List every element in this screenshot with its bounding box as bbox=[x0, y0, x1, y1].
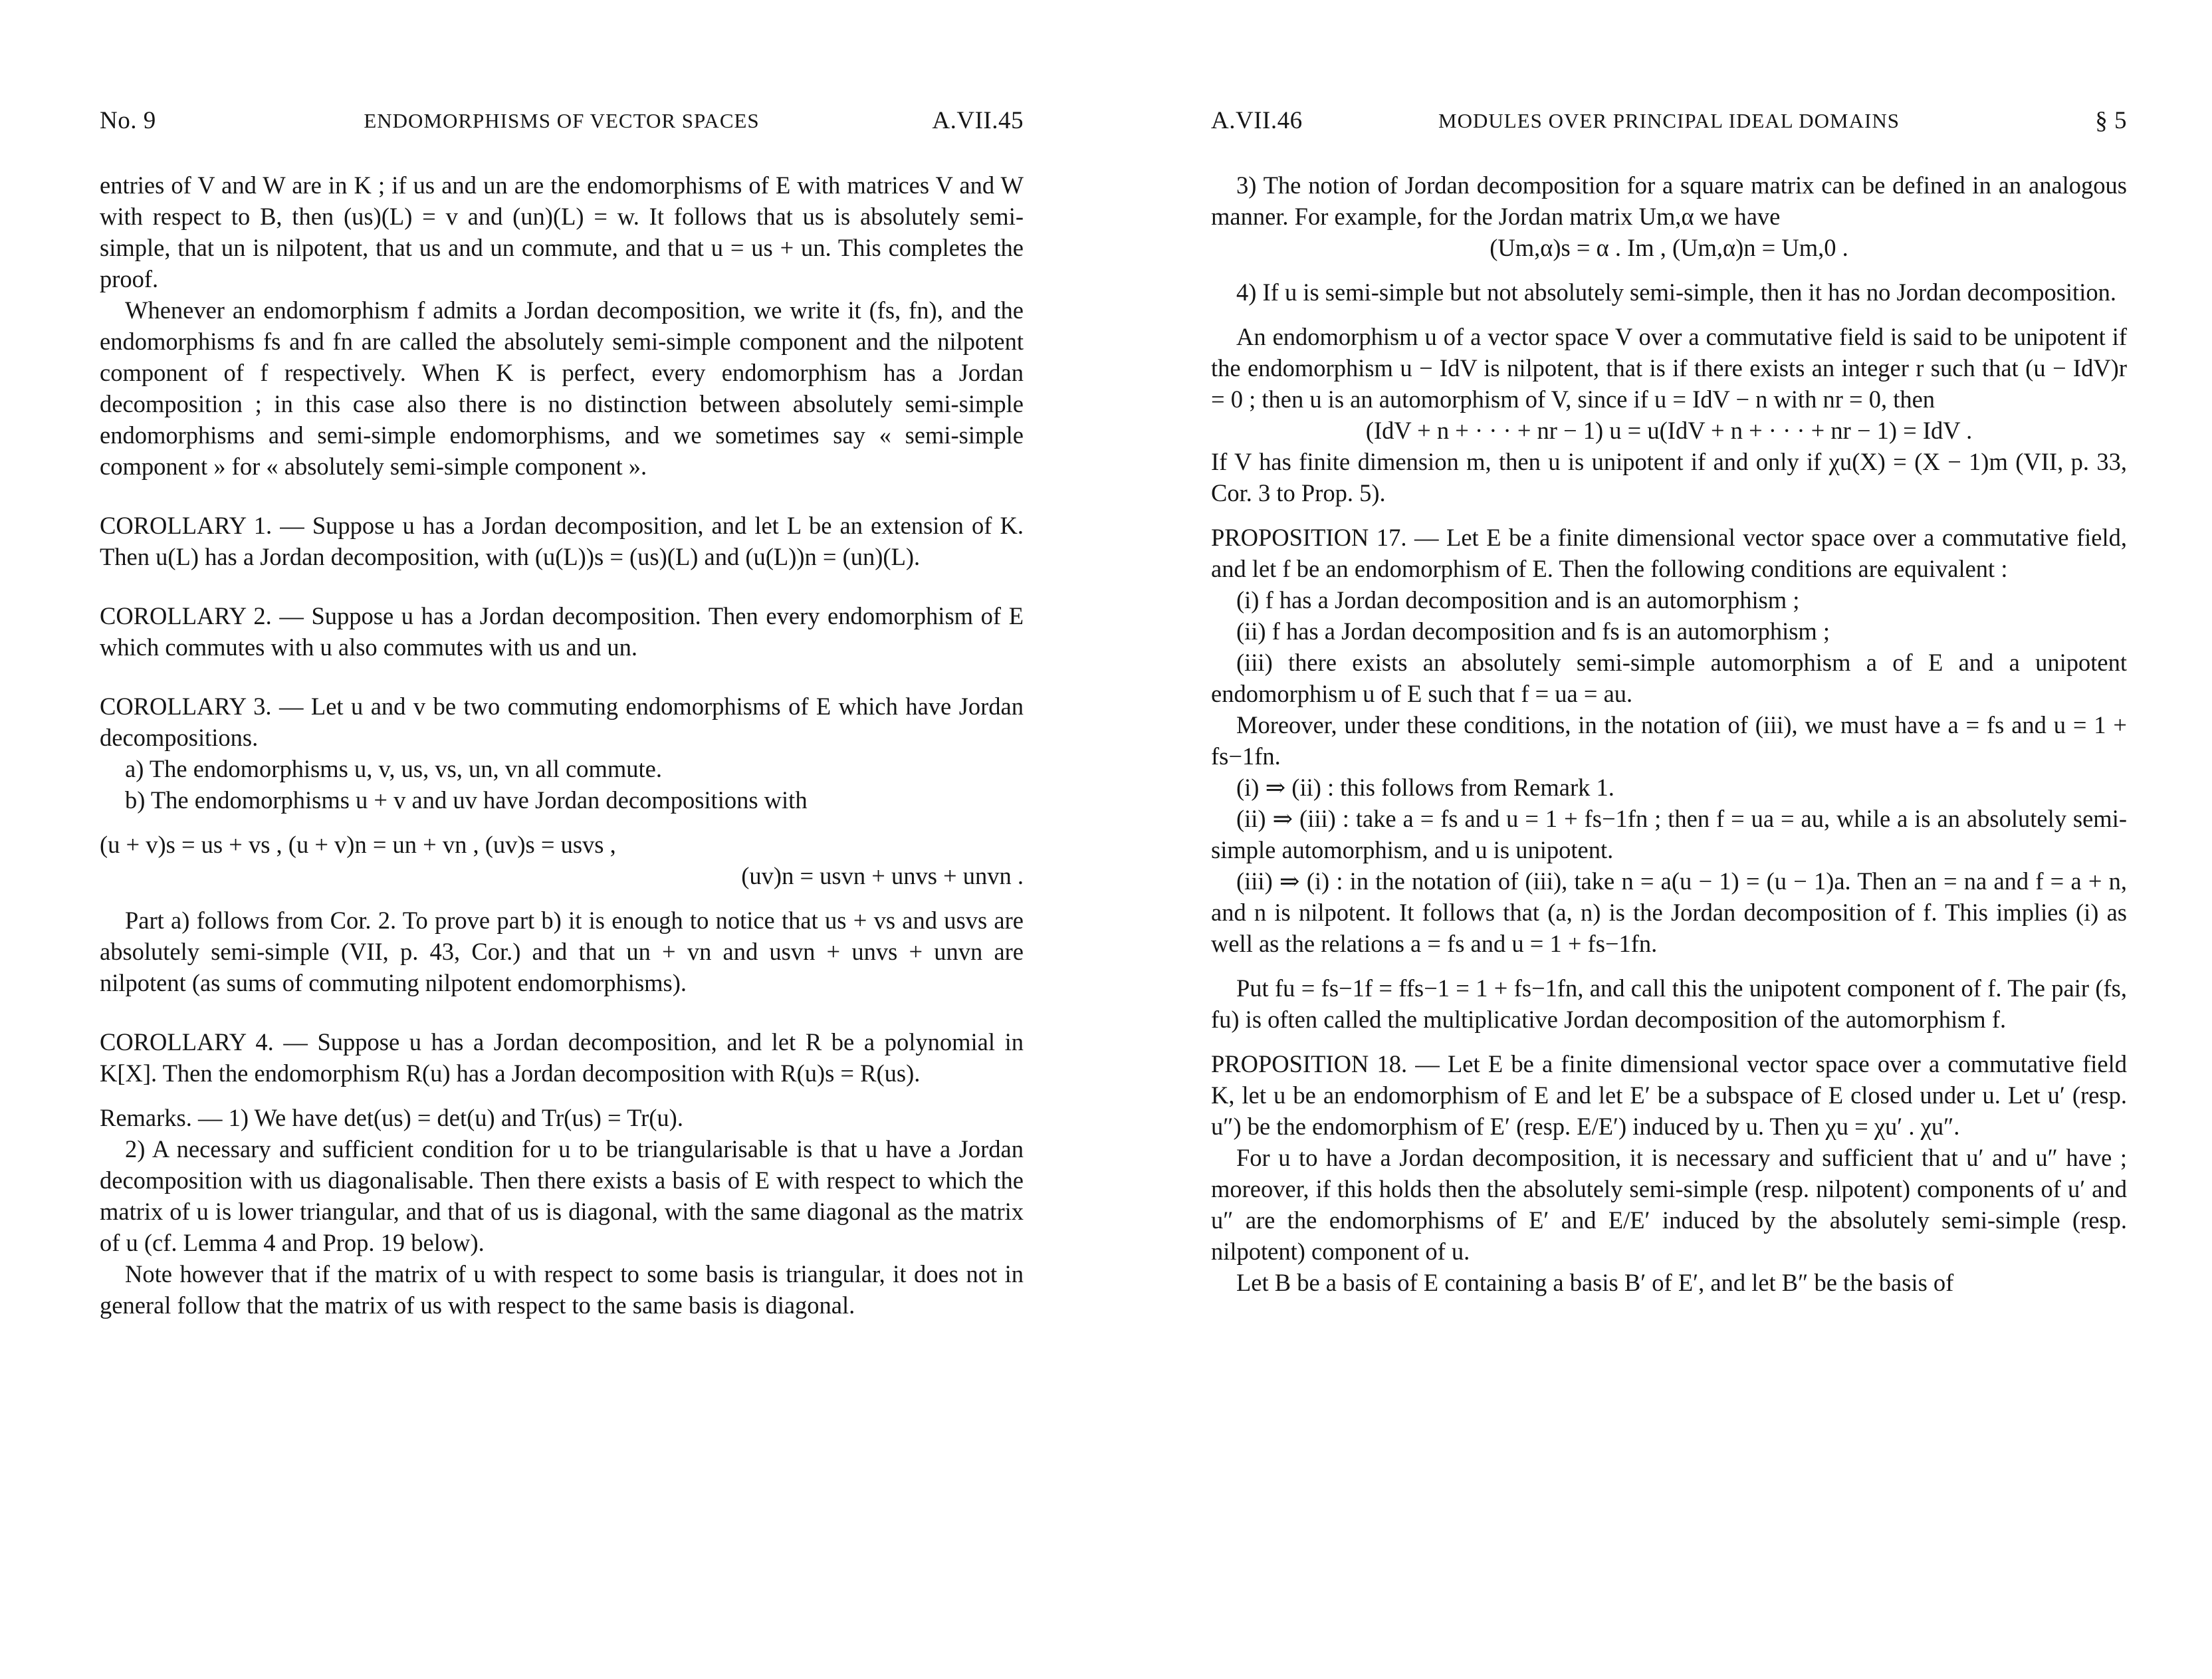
paragraph: An endomorphism u of a vector space V over a commutative field is said to be unipotent if the endomorphism u − IdV is nilpotent, that is if there exists an integer r such that (u − IdV)r = 0 ; then u is an automorphism of V, since if u = IdV − n with nr = 0, then bbox=[1211, 323, 2127, 413]
corollary-3-item-b: b) The endomorphisms u + v and uv have Jordan decompositions with bbox=[125, 786, 808, 814]
left-page-body bbox=[100, 169, 1024, 1321]
remark-3: 3) The notion of Jordan decomposition for a square matrix can be defined in an analogous manner. For example, for the Jordan matrix Um,α we have bbox=[1211, 171, 2127, 230]
condition-i: (i) f has a Jordan decomposition and is an automorphism ; bbox=[1236, 586, 1800, 614]
right-page-header bbox=[1211, 106, 2127, 140]
formula-line: (Um,α)s = α . Im , (Um,α)n = Um,0 . bbox=[1490, 234, 1848, 261]
proposition-18: PROPOSITION 18. — Let E be a finite dimensional vector space over a commutative field K, let u be an endomorphism of E and let E′ be a subspace of E closed under u. Let u′ (resp. u″) be the endomorphism of E′ (resp. E/E′) induced by u. Then χu = χu′ . χu″. bbox=[1211, 1050, 2127, 1140]
paragraph: Put fu = fs−1f = ffs−1 = 1 + fs−1fn, and call this the unipotent component of f. The pair (fs, fu) is often called the multiplicative Jordan decomposition of the automorphism f. bbox=[1211, 974, 2127, 1033]
running-title: MODULES OVER PRINCIPAL IDEAL DOMAINS bbox=[1438, 109, 1900, 132]
proof-step: (ii) ⇒ (iii) : take a = fs and u = 1 + fs−1fn ; then f = ua = au, while a is an absolutely semi-simple automorphism, and u is unipotent. bbox=[1211, 805, 2127, 863]
corollary-2: COROLLARY 2. — Suppose u has a Jordan decomposition. Then every endomorphism of E which commutes with u also commutes with us and un. bbox=[100, 602, 1024, 661]
page-reference: A.VII.46 bbox=[1211, 107, 1303, 134]
condition-iii: (iii) there exists an absolutely semi-simple automorphism a of E and a unipotent endomorphism u of E such that f = ua = au. bbox=[1211, 649, 2127, 707]
paragraph: entries of V and W are in K ; if us and un are the endomorphisms of E with matrices V and W with respect to B, then (us)(L) = v and (un)(L) = w. It follows that us is absolutely semi-simple, that un is nilpotent, that us and un commute, and that u = us + un. This completes the proof. bbox=[100, 171, 1024, 292]
paragraph: For u to have a Jordan decomposition, it is necessary and sufficient that u′ and u″ have ; moreover, if this holds then the absolutely semi-simple (resp. nilpotent) components of u′ and u″ are the endomorphisms of E′ and E/E′ induced by the absolutely semi-simple (resp. nilpotent) component of u. bbox=[1211, 1144, 2127, 1265]
paragraph: Part a) follows from Cor. 2. To prove part b) it is enough to notice that us + vs and usvs are absolutely semi-simple (VII, p. 43, Cor.) and that un + vn and usvn + unvs + unvn are nilpotent (as sums of commuting nilpotent endomorphisms). bbox=[100, 907, 1024, 996]
paragraph: If V has finite dimension m, then u is unipotent if and only if χu(X) = (X − 1)m (VII, p. 33, Cor. 3 to Prop. 5). bbox=[1211, 448, 2127, 506]
page-number-label: No. 9 bbox=[100, 107, 156, 134]
condition-ii: (ii) f has a Jordan decomposition and fs is an automorphism ; bbox=[1236, 617, 1830, 645]
left-page-header bbox=[100, 106, 1024, 140]
remark-2: 2) A necessary and sufficient condition for u to be triangularisable is that u have a Jordan decomposition with us diagonalisable. Then there exists a basis of E with respect to which the matrix of u is lower triangular, and that of us is diagonal, with the same diagonal as the matrix of u (cf. Lemma 4 and Prop. 19 below). bbox=[100, 1135, 1024, 1256]
formula-line: (u + v)s = us + vs , (u + v)n = un + vn , (uv)s = usvs , bbox=[100, 831, 616, 858]
proof-step: (iii) ⇒ (i) : in the notation of (iii), take n = a(u − 1) = (u − 1)a. Then an = na and f = a + n, and n is nilpotent. It follows that (a, n) is the Jordan decomposition of f. This implies (i) as well as the relations a = fs and u = 1 + fs−1fn. bbox=[1211, 867, 2127, 957]
formula-line: (IdV + n + · · · + nr − 1) u = u(IdV + n + · · · + nr − 1) = IdV . bbox=[1365, 417, 1973, 444]
proof-step: (i) ⇒ (ii) : this follows from Remark 1. bbox=[1236, 774, 1614, 801]
remark-4: 4) If u is semi-simple but not absolutely semi-simple, then it has no Jordan decomposition. bbox=[1236, 279, 2116, 306]
paragraph: Let B be a basis of E containing a basis B′ of E′, and let B″ be the basis of bbox=[1236, 1269, 1954, 1296]
corollary-3-item-a: a) The endomorphisms u, v, us, vs, un, vn all commute. bbox=[125, 755, 662, 782]
paragraph: Moreover, under these conditions, in the notation of (iii), we must have a = fs and u = 1 + fs−1fn. bbox=[1211, 711, 2127, 770]
corollary-3: COROLLARY 3. — Let u and v be two commuting endomorphisms of E which have Jordan decompositions. bbox=[100, 693, 1024, 751]
proposition-17: PROPOSITION 17. — Let E be a finite dimensional vector space over a commutative field, and let f be an endomorphism of E. Then the following conditions are equivalent : bbox=[1211, 524, 2127, 582]
running-title: ENDOMORPHISMS OF VECTOR SPACES bbox=[364, 109, 760, 132]
paragraph: Note however that if the matrix of u with respect to some basis is triangular, it does not in general follow that the matrix of us with respect to the same basis is diagonal. bbox=[100, 1260, 1024, 1319]
formula-line: (uv)n = usvn + unvs + unvn . bbox=[741, 862, 1024, 889]
corollary-1: COROLLARY 1. — Suppose u has a Jordan decomposition, and let L be an extension of K. Then u(L) has a Jordan decomposition, with (u(L))s = (us)(L) and (u(L))n = (un)(L). bbox=[100, 512, 1024, 570]
corollary-4: COROLLARY 4. — Suppose u has a Jordan decomposition, and let R be a polynomial in K[X]. Then the endomorphism R(u) has a Jordan decomposition with R(u)s = R(us). bbox=[100, 1028, 1024, 1087]
page-reference: A.VII.45 bbox=[932, 107, 1024, 134]
section-number: § 5 bbox=[2095, 107, 2127, 134]
remarks: Remarks. — 1) We have det(us) = det(u) and Tr(us) = Tr(u). bbox=[100, 1104, 683, 1131]
paragraph: Whenever an endomorphism f admits a Jordan decomposition, we write it (fs, fn), and the endomorphisms fs and fn are called the absolutely semi-simple component and the nilpotent component of f respectively. When K is perfect, every endomorphism has a Jordan decomposition ; in this case also there is no distinction between absolutely semi-simple endomorphisms and semi-simple endomorphisms, and we sometimes say « semi-simple component » for « absolutely semi-simple component ». bbox=[100, 296, 1024, 480]
right-page-body bbox=[1211, 169, 2127, 1298]
